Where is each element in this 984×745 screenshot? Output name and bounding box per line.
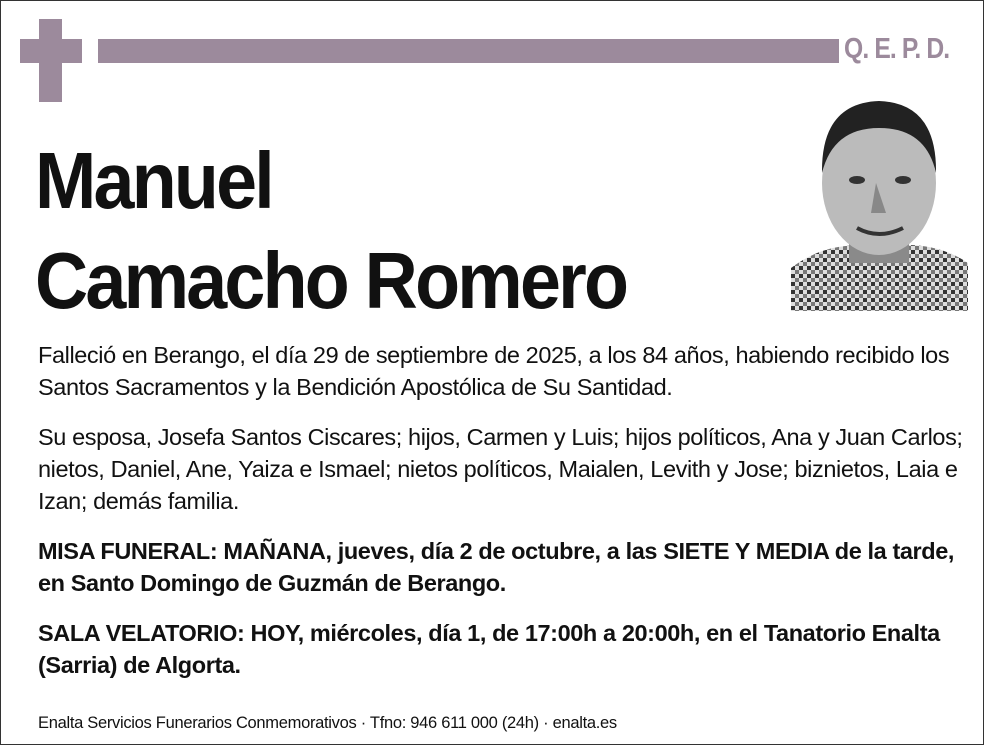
deceased-last-name: Camacho Romero [35, 236, 627, 325]
cross-icon-arm [20, 39, 82, 63]
funeral-mass-info: MISA FUNERAL: MAÑANA, jueves, día 2 de octubre, a las SIETE Y MEDIA de la tarde, en Santo Domingo de Guzmán de Berango. [38, 538, 955, 596]
family-list: Su esposa, Josefa Santos Ciscares; hijos, Carmen y Luis; hijos políticos, Ana y Juan Carlos; nietos, Daniel, Ane, Yaiza e Ismael; nietos políticos, Maialen, Levith y Jose; biznietos, Laia e Izan; demás familia. [38, 424, 963, 514]
deceased-photo [791, 98, 968, 311]
funeral-home-footer: Enalta Servicios Funerarios Conmemorativos · Tfno: 946 611 000 (24h) · enalta.es [38, 714, 617, 732]
qepd-label: Q. E. P. D. [844, 33, 950, 65]
deceased-first-name: Manuel [35, 136, 272, 225]
wake-info: SALA VELATORIO: HOY, miércoles, día 1, de 17:00h a 20:00h, en el Tanatorio Enalta (Sarria) de Algorta. [38, 620, 940, 678]
header-bar [98, 39, 839, 63]
obituary-body [38, 339, 968, 699]
death-notice: Falleció en Berango, el día 29 de septiembre de 2025, a los 84 años, habiendo recibido los Santos Sacramentos y la Bendición Apostólica de Su Santidad. [38, 342, 950, 400]
